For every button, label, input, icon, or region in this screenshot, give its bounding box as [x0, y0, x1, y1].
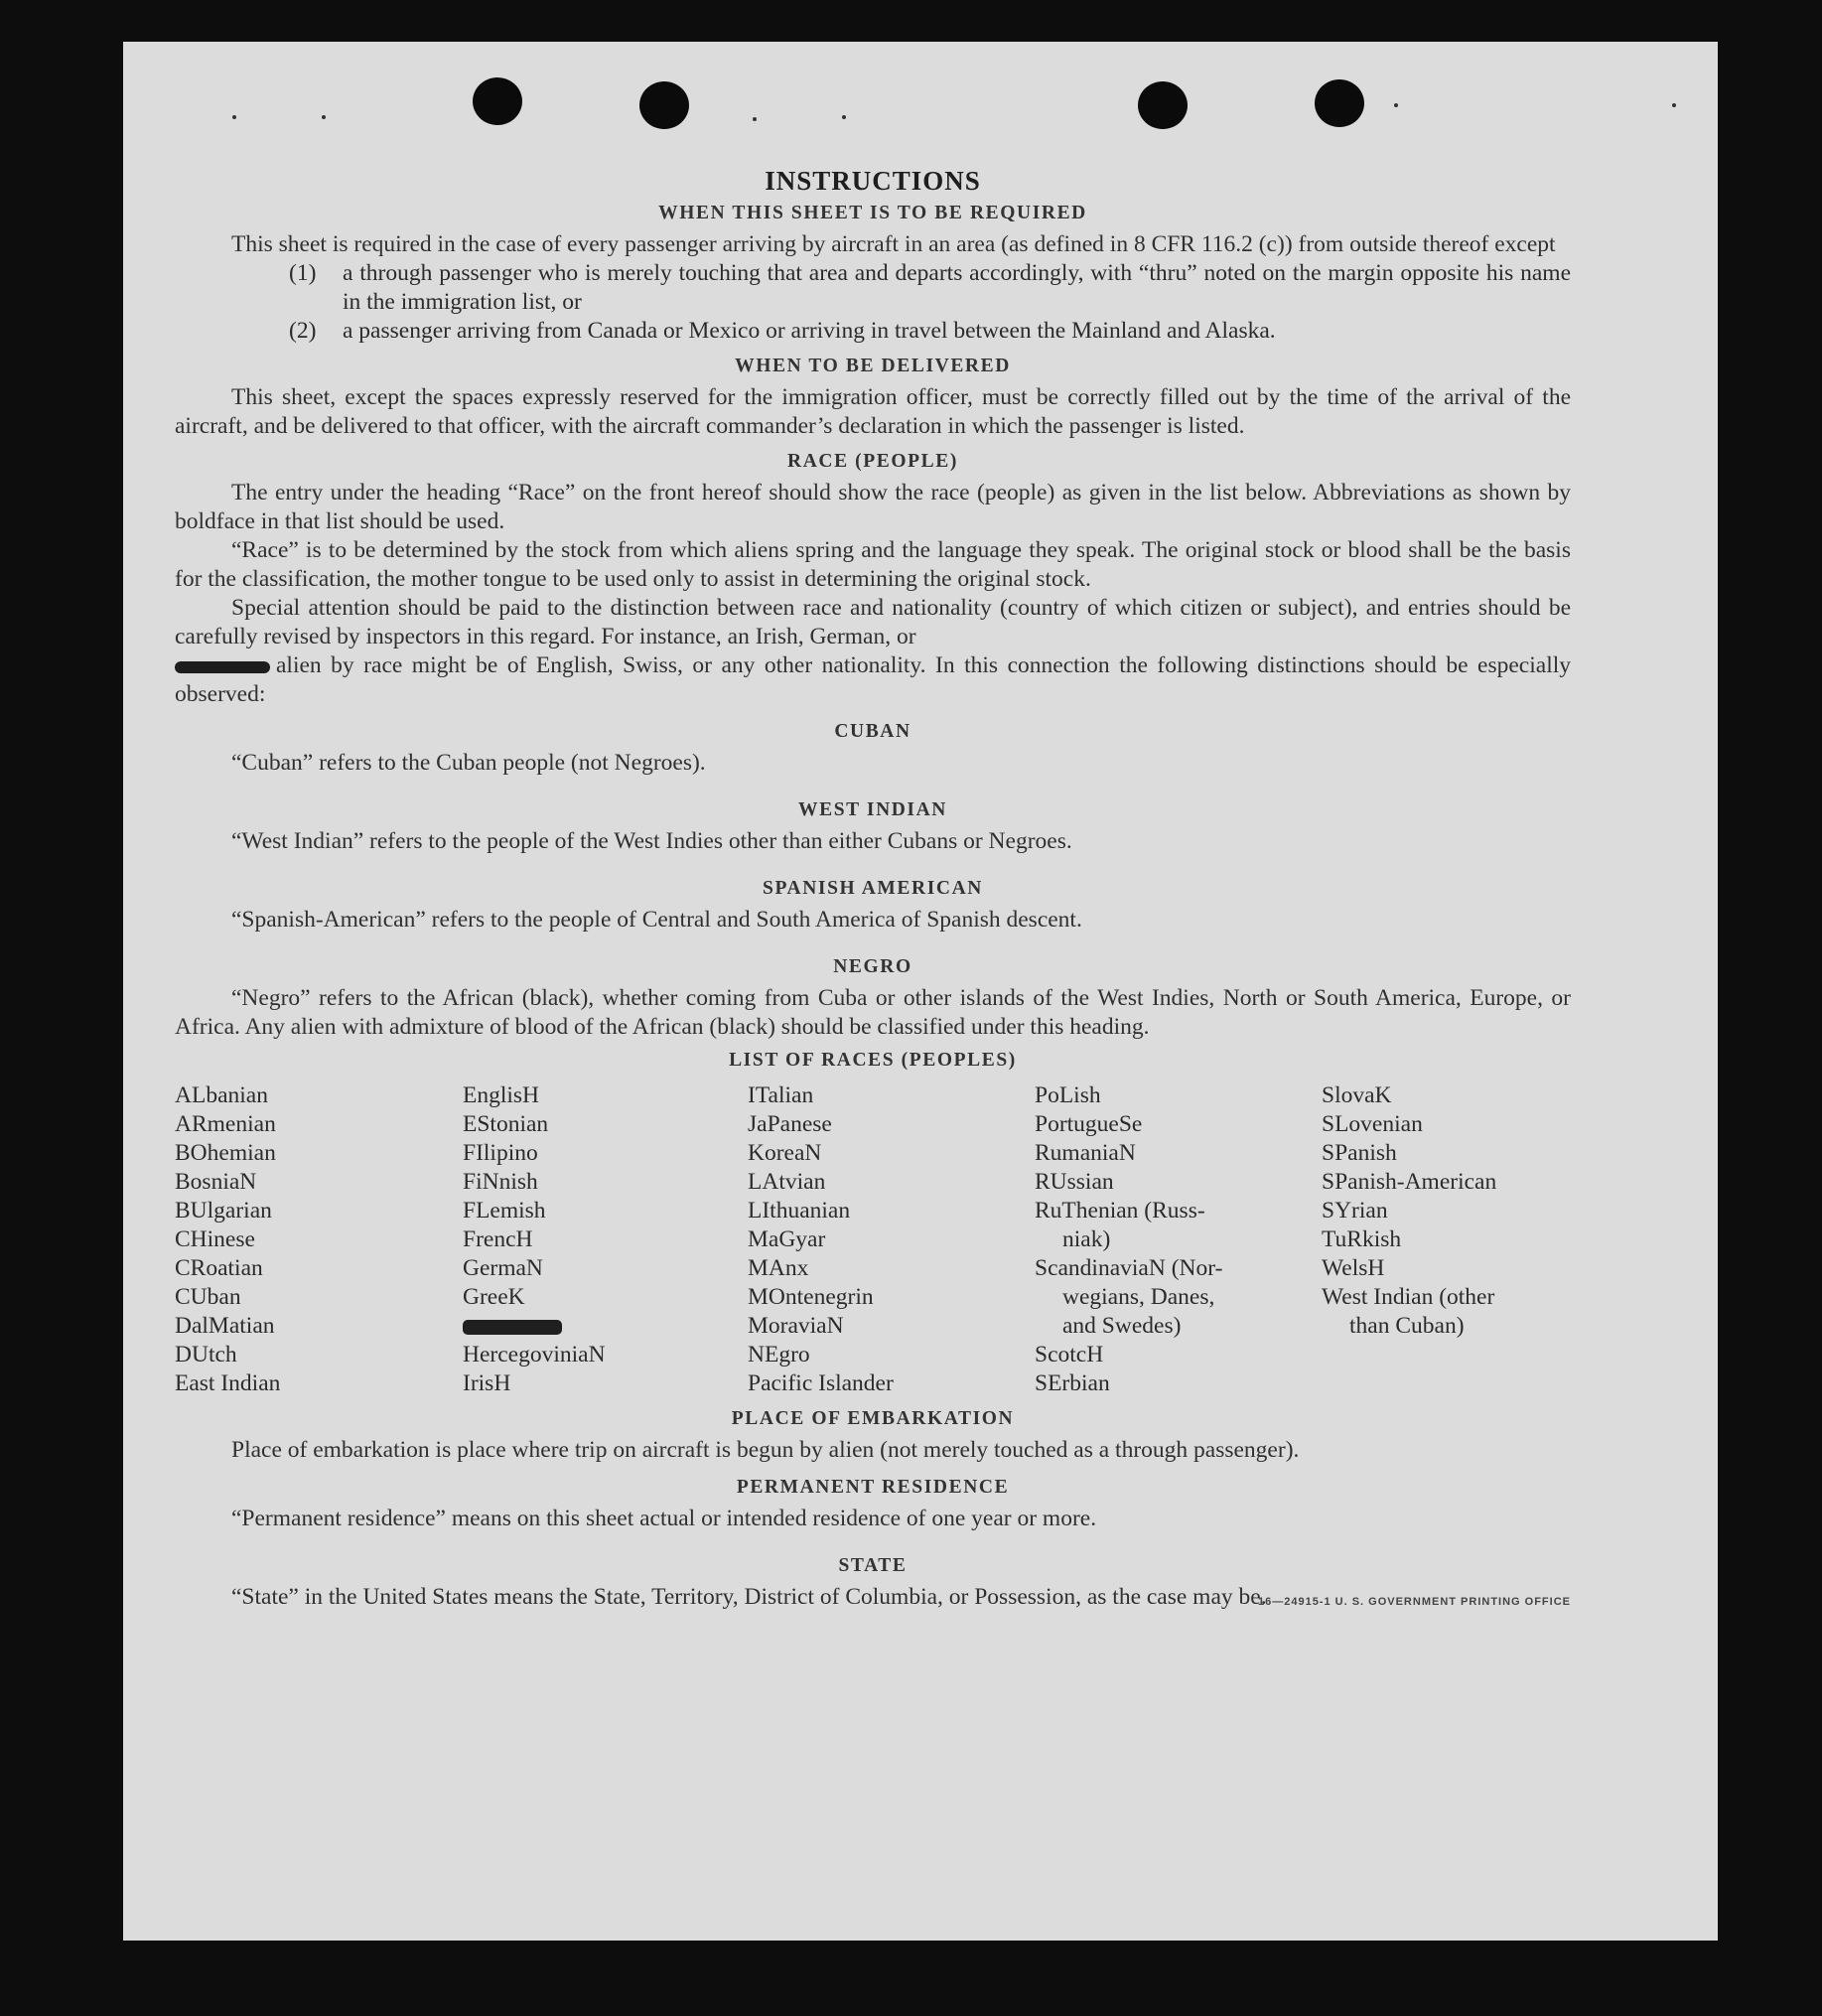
races-column — [463, 1081, 748, 1398]
speck — [1672, 103, 1676, 107]
race-entry: Pacific Islander — [748, 1370, 894, 1396]
page-title: INSTRUCTIONS — [765, 166, 981, 196]
race-entry: NEgro — [748, 1342, 810, 1368]
race-entry: LIthuanian — [748, 1198, 851, 1224]
state-row — [175, 1583, 1571, 1612]
race-entry: West Indian (other — [1322, 1284, 1495, 1310]
race-paragraph-3b-text: alien by race might be of English, Swiss, or any other nationality. In this connection the following distinctions should be especially observed: — [175, 652, 1571, 707]
race-entry: GermaN — [463, 1255, 543, 1281]
race-entry: ScandinaviaN (Nor- — [1035, 1255, 1223, 1281]
race-paragraph-2: “Race” is to be determined by the stock from which aliens spring and the language they speak. The original stock or blood shall be the basis for the classification, the mother tongue to be used only to assist in determining the original stock. — [175, 537, 1571, 592]
race-entry: CRoatian — [175, 1255, 263, 1281]
race-entry: DalMatian — [175, 1313, 275, 1339]
race-entry: ITalian — [748, 1082, 814, 1108]
redacted-race-entry — [463, 1312, 748, 1341]
race-entry: SPanish — [1322, 1140, 1397, 1166]
race-entry: PortugueSe — [1035, 1111, 1143, 1137]
spanish-american-text: “Spanish-American” refers to the people of Central and South America of Spanish descent. — [231, 907, 1082, 933]
speck — [842, 115, 846, 119]
speck — [232, 115, 236, 119]
punch-hole — [639, 81, 689, 129]
heading-race: RACE (PEOPLE) — [787, 451, 958, 472]
instructions-content — [175, 166, 1571, 1612]
embarkation-text: Place of embarkation is place where trip on aircraft is begun by alien (not merely touched as a through passenger). — [231, 1437, 1300, 1463]
heading-state: STATE — [838, 1555, 908, 1576]
race-entry: BOhemian — [175, 1140, 276, 1166]
document-sheet — [123, 42, 1718, 1941]
race-entry: SlovaK — [1322, 1082, 1392, 1108]
punch-hole — [1138, 81, 1188, 129]
races-column — [1322, 1081, 1571, 1398]
heading-negro: NEGRO — [833, 956, 912, 977]
race-entry: ALbanian — [175, 1082, 268, 1108]
speck — [322, 115, 326, 119]
heading-embarkation: PLACE OF EMBARKATION — [731, 1408, 1015, 1429]
redaction-mark — [463, 1320, 562, 1335]
race-entry: FrencH — [463, 1226, 533, 1252]
item-number: (2) — [289, 318, 317, 344]
heading-permanent-residence: PERMANENT RESIDENCE — [736, 1477, 1010, 1498]
race-entry: WelsH — [1322, 1255, 1385, 1281]
redaction-mark — [175, 661, 270, 673]
printer-imprint: 16—24915-1 U. S. GOVERNMENT PRINTING OFFICE — [1257, 1596, 1571, 1608]
race-paragraph-3b — [175, 651, 1571, 709]
race-entry-continued: and Swedes) — [1062, 1313, 1182, 1339]
race-entry: KoreaN — [748, 1140, 822, 1166]
speck — [1394, 103, 1398, 107]
item-text: a through passenger who is merely touching that area and departs accordingly, with “thru” noted on the margin opposite his name in the immigration list, or — [343, 260, 1571, 315]
race-entry: TuRkish — [1322, 1226, 1402, 1252]
race-entry: IrisH — [463, 1370, 511, 1396]
race-entry: RumaniaN — [1035, 1140, 1136, 1166]
negro-text: “Negro” refers to the African (black), whether coming from Cuba or other islands of the West Indies, North or South America, Europe, or Africa. Any alien with admixture of blood of the African (black) should be classified under this heading. — [175, 985, 1571, 1040]
race-entry: BosniaN — [175, 1169, 257, 1195]
race-entry: FLemish — [463, 1198, 546, 1224]
race-entry: HercegoviniaN — [463, 1342, 606, 1368]
exception-item — [175, 317, 1571, 346]
race-entry: RuThenian (Russ- — [1035, 1198, 1205, 1224]
heading-spanish-american: SPANISH AMERICAN — [763, 878, 983, 899]
residence-text: “Permanent residence” means on this sheet actual or intended residence of one year or more. — [231, 1506, 1097, 1531]
races-column — [175, 1081, 463, 1398]
item-number: (1) — [289, 260, 317, 286]
race-entry: EStonian — [463, 1111, 549, 1137]
race-entry: BUlgarian — [175, 1198, 272, 1224]
race-entry-continued: than Cuban) — [1349, 1313, 1465, 1339]
punch-hole — [1315, 79, 1364, 127]
race-entry: SPanish-American — [1322, 1169, 1497, 1195]
heading-when-delivered: WHEN TO BE DELIVERED — [735, 356, 1011, 376]
race-paragraph-3a: Special attention should be paid to the distinction between race and nationality (country of which citizen or subject), and entries should be carefully revised by inspectors in this regard. For instance, an Irish, German, or — [175, 595, 1571, 649]
race-entry: CUban — [175, 1284, 241, 1310]
race-entry: EnglisH — [463, 1082, 540, 1108]
race-entry: LAtvian — [748, 1169, 826, 1195]
race-paragraph-1: The entry under the heading “Race” on the front hereof should show the race (people) as given in the list below. Abbreviations as shown by boldface in that list should be used. — [175, 480, 1571, 534]
race-entry: RUssian — [1035, 1169, 1114, 1195]
races-column — [1035, 1081, 1322, 1398]
punch-hole — [473, 77, 522, 125]
race-entry: SErbian — [1035, 1370, 1110, 1396]
heading-cuban: CUBAN — [834, 721, 911, 742]
item-text: a passenger arriving from Canada or Mexico or arriving in travel between the Mainland and Alaska. — [343, 318, 1276, 344]
race-entry: ScotcH — [1035, 1342, 1104, 1368]
race-entry-continued: niak) — [1062, 1226, 1111, 1252]
races-column — [748, 1081, 1035, 1398]
race-entry: CHinese — [175, 1226, 255, 1252]
heading-when-required: WHEN THIS SHEET IS TO BE REQUIRED — [658, 203, 1087, 223]
when-required-intro: This sheet is required in the case of every passenger arriving by aircraft in an area (as defined in 8 CFR 116.2 (c)) from outside thereof except — [231, 231, 1556, 257]
race-entry: East Indian — [175, 1370, 281, 1396]
race-entry: MAnx — [748, 1255, 809, 1281]
race-entry: PoLish — [1035, 1082, 1101, 1108]
state-text: “State” in the United States means the State, Territory, District of Columbia, or Possession, as the case may be. — [231, 1584, 1267, 1610]
race-entry: SYrian — [1322, 1198, 1388, 1224]
heading-west-indian: WEST INDIAN — [798, 799, 947, 820]
west-indian-text: “West Indian” refers to the people of the West Indies other than either Cubans or Negroes. — [231, 828, 1072, 854]
race-entry-continued: wegians, Danes, — [1062, 1284, 1215, 1310]
speck — [753, 117, 757, 121]
race-entry: ARmenian — [175, 1111, 276, 1137]
race-entry: SLovenian — [1322, 1111, 1423, 1137]
race-entry: GreeK — [463, 1284, 525, 1310]
race-entry: FiNnish — [463, 1169, 538, 1195]
heading-list-of-races: LIST OF RACES (PEOPLES) — [729, 1050, 1017, 1071]
race-entry: MOntenegrin — [748, 1284, 874, 1310]
race-entry: DUtch — [175, 1342, 237, 1368]
cuban-text: “Cuban” refers to the Cuban people (not Negroes). — [231, 750, 706, 776]
race-entry: JaPanese — [748, 1111, 832, 1137]
race-entry: MaGyar — [748, 1226, 826, 1252]
exception-item — [175, 259, 1571, 317]
races-list — [175, 1081, 1571, 1398]
race-entry: FIlipino — [463, 1140, 538, 1166]
when-delivered-text: This sheet, except the spaces expressly reserved for the immigration officer, must be correctly filled out by the time of the arrival of the aircraft, and be delivered to that officer, with the aircraft commander’s declaration in which the passenger is listed. — [175, 384, 1571, 439]
race-entry: MoraviaN — [748, 1313, 844, 1339]
